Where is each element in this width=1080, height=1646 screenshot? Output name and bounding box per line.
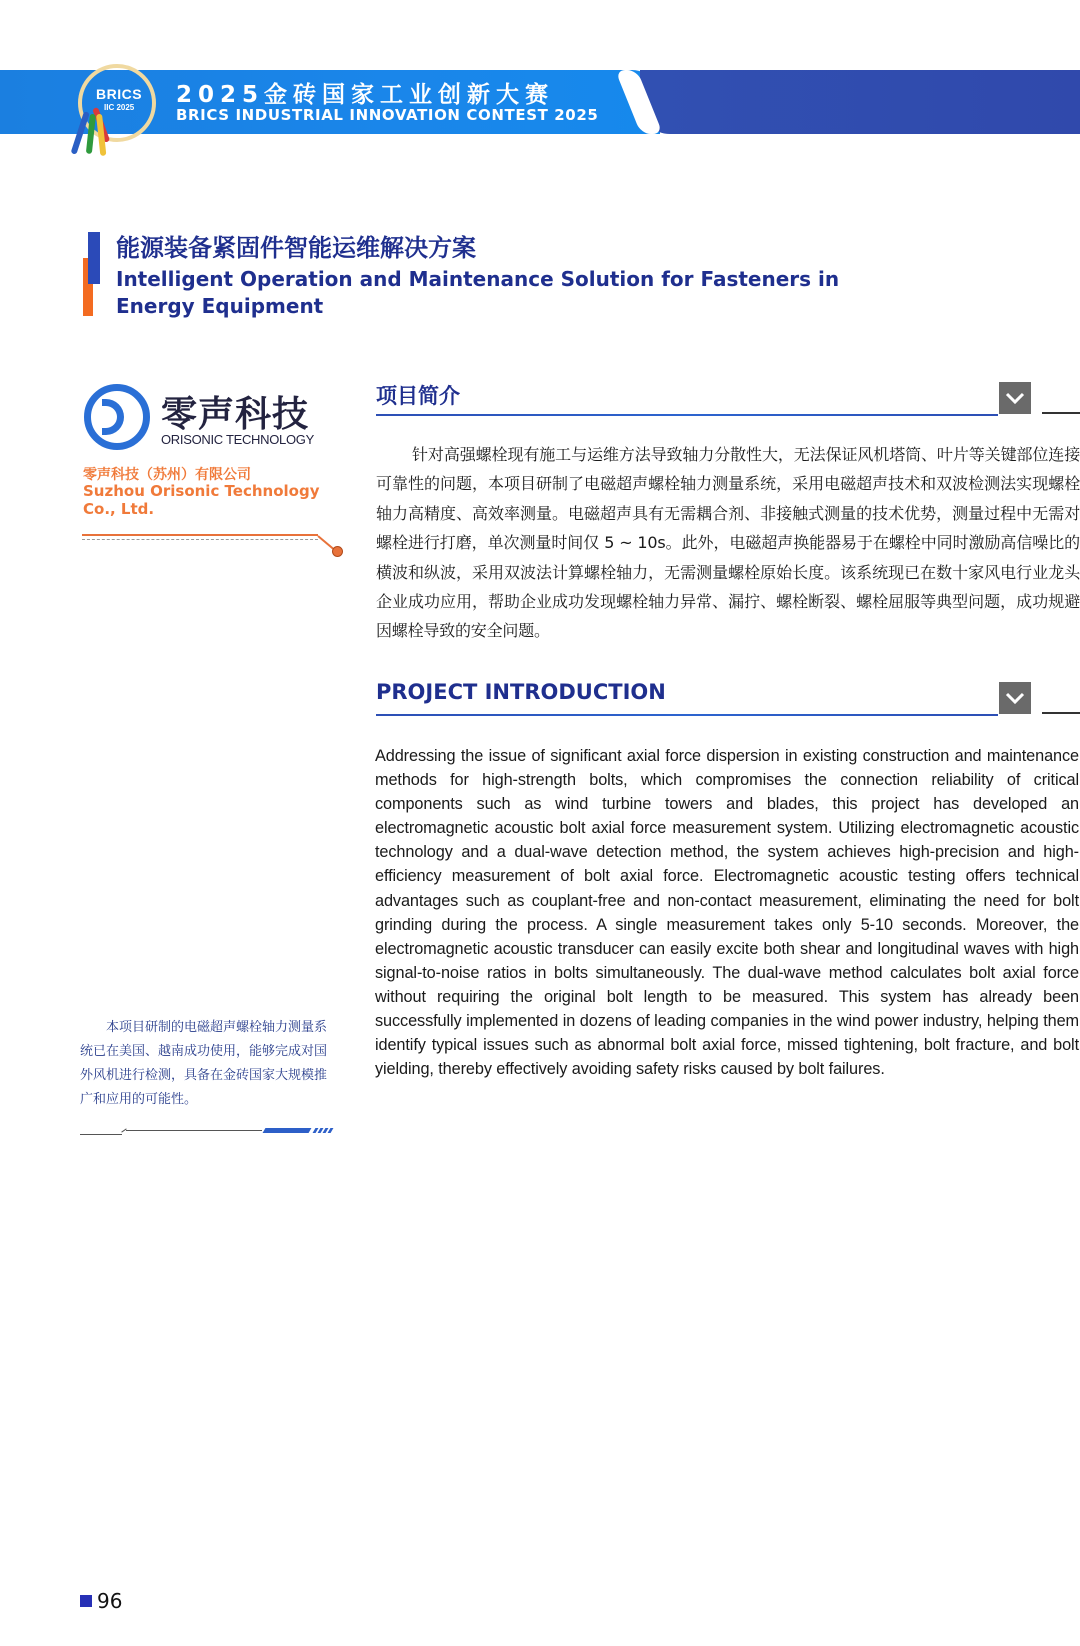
logo-iic-text: IIC 2025 — [104, 103, 135, 112]
header-banner-dark-panel — [640, 70, 1080, 134]
section-underline — [376, 714, 998, 716]
page-marker-icon — [80, 1595, 92, 1607]
project-intro-cn: 针对高强螺栓现有施工与运维方法导致轴力分散性大，无法保证风机塔筒、叶片等关键部位连接可靠性的问题，本项目研制了电磁超声螺栓轴力测量系统，采用电磁超声技术和双波检测法实现螺栓轴力高精度、高效率测量。电磁超声具有无需耦合剂、非接触式测量的技术优势，测量过程中无需对螺栓进行打磨，单次测量时间仅 5 ~ 10s。此外，电磁超声换能器易于在螺栓中同时激励高信噪比的横波和纵波，采用双波法计算螺栓轴力，无需测量螺栓原始长度。该系统现已在数十家风电行业龙头企业成功应用，帮助企业成功发现螺栓轴力异常、漏拧、螺栓断裂、螺栓屈服等典型问题，成功规避因螺栓导致的安全问题。 — [376, 445, 1080, 641]
divider-blue-bar — [263, 1128, 312, 1133]
company-divider — [82, 534, 318, 540]
contest-title-cn: 2025金砖国家工业创新大赛 — [176, 82, 555, 108]
divider-segment — [80, 1134, 122, 1135]
title-accent-blue — [88, 232, 100, 284]
page-number: 96 — [97, 1589, 123, 1613]
section-head-en — [376, 680, 998, 704]
company-divider-dot — [332, 546, 343, 557]
side-note: 本项目研制的电磁超声螺栓轴力测量系统已在美国、越南成功使用，能够完成对国外风机进行检测，具备在金砖国家大规模推广和应用的可能性。 — [80, 1020, 328, 1107]
section-head-cn — [376, 380, 998, 410]
section-title-en: PROJECT INTRODUCTION — [376, 680, 666, 704]
chevron-down-icon[interactable] — [999, 382, 1031, 414]
section-tail-line — [1042, 712, 1080, 714]
page-title-en: Intelligent Operation and Maintenance Solution for Fasteners in Energy Equipment — [116, 267, 840, 318]
company-brand-cn: 零声科技 — [161, 394, 310, 435]
company-fullname-en: Suzhou Orisonic Technology Co., Ltd. — [83, 482, 320, 518]
section-title-cn: 项目简介 — [376, 384, 460, 408]
section-tail-line — [1042, 412, 1080, 414]
page-title-cn: 能源装备紧固件智能运维解决方案 — [116, 234, 476, 262]
divider-stripe — [328, 1128, 334, 1133]
logo-brics-text: BRICS — [96, 86, 143, 102]
chevron-down-icon[interactable] — [999, 682, 1031, 714]
company-divider-diagonal — [317, 535, 334, 549]
section-underline — [376, 414, 998, 416]
contest-title-en: BRICS INDUSTRIAL INNOVATION CONTEST 2025 — [176, 106, 599, 124]
divider-segment — [126, 1130, 262, 1131]
company-fullname-cn: 零声科技（苏州）有限公司 — [83, 467, 251, 483]
company-brand-en: ORISONIC TECHNOLOGY — [161, 432, 314, 447]
project-intro-en: Addressing the issue of significant axial force dispersion in existing construction and maintenance methods for high-strength bolts, which compromises the connection reliability of critical components such as wind turbine towers and blades, this project has developed an electromagnetic acoustic bolt axial force measurement system. Utilizing electromagnetic acoustic technology and a dual-wave detection method, the system achieves high-precision and high-efficiency measurement of bolt axial force. Electromagnetic acoustic testing offers technical advantages such as couplant-free and non-contact measurement, eliminating the need for bolt grinding during the process. A single measurement takes only 5-10 seconds. Moreover, the electromagnetic acoustic transducer can easily excite both shear and longitudinal waves with high signal-to-noise ratios in bolts simultaneously. The dual-wave method calculates bolt axial force without requiring the original bolt length to be measured. This system has already been successfully implemented in dozens of leading companies in the wind power industry, helping them identify typical issues such as abnormal bolt axial force, missed tightening, bolt fracture, and bolt yielding, thereby effectively avoiding safety risks caused by bolt failures. — [375, 747, 1079, 1079]
